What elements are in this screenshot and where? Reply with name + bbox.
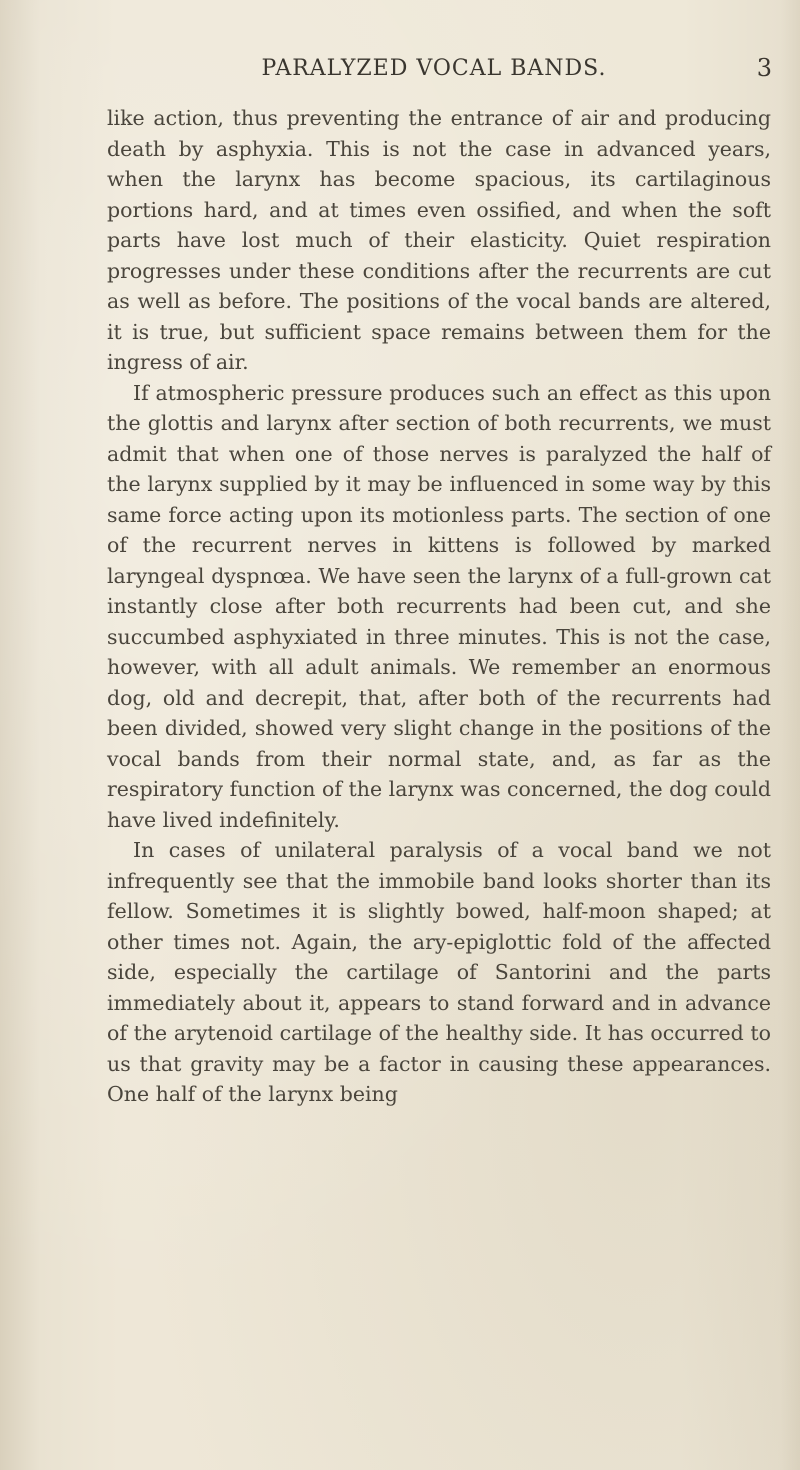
- body-text: [107, 103, 771, 1110]
- page-header: [96, 50, 772, 90]
- paragraph-1: like action, thus preventing the entrance of air and producing death by asphyxia. This is not the case in advanced years, when the larynx has become spacious, its cartilaginous portions hard, and at times even ossified, and when the soft parts have lost much of their elasticity. Quiet respiration progresses under these conditions after the recurrents are cut as well as before. The positions of the vocal bands are altered, it is true, but sufficient space remains between them for the ingress of air.: [107, 106, 771, 374]
- page-number: 3: [756, 54, 772, 82]
- paragraph-2: If atmospheric pressure produces such an effect as this upon the glottis and larynx after section of both recurrents, we must admit that when one of those nerves is paralyzed the half of the larynx supplied by it may be influenced in some way by this same force acting upon its motionless parts. The section of one of the recurrent nerves in kittens is followed by marked laryngeal dyspnœa. We have seen the larynx of a full-grown cat instantly close after both recurrents had been cut, and she succumbed asphyxiated in three minutes. This is not the case, however, with all adult animals. We remember an enormous dog, old and decrepit, that, after both of the recurrents had been divided, showed very slight change in the positions of the vocal bands from their normal state, and, as far as the respiratory function of the larynx was concerned, the dog could have lived indefinitely.: [107, 380, 771, 832]
- running-head: PARALYZED VOCAL BANDS.: [261, 56, 607, 81]
- paragraph-3: In cases of unilateral paralysis of a vocal band we not infrequently see that the immobile band looks shorter than its fellow. Sometimes it is slightly bowed, half-moon shaped; at other times not. Again, the ary-epiglottic fold of the affected side, especially the cartilage of Santorini and the parts immediately about it, appears to stand forward and in advance of the arytenoid cartilage of the healthy side. It has occurred to us that gravity may be a factor in causing these appearances. One half of the larynx being: [107, 838, 771, 1106]
